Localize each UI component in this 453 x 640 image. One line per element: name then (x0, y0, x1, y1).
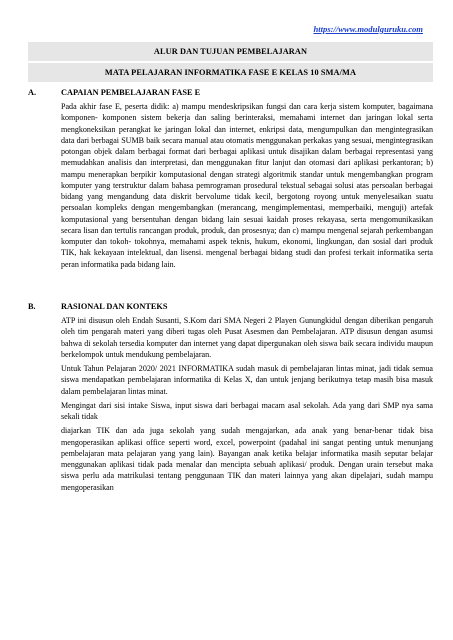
section-capaian-pembelajaran (28, 88, 433, 270)
paragraph: Pada akhir fase E, peserta didik: a) mampu mendeskripsikan fungsi dan cara kerja sistem komputer, bagaimana komponen- komponen sistem bekerja dan saling berinteraksi, memahami internet dan jaringan lokal serta mengkoneksikan perangkat ke jaringan lokal dan internet, enkripsi data, mengumpulkan dan mengintegrasikan data dari berbagai SUMB baik secara manual atau otomatis menggunakan perkakas yang sesuai, mengintegrasikan potongan objek dalam berbagai format dari berbagai aplikasi untuk disajikan dalam berbagai representasi yang memudahkan analisis dan interpretasi, dan menggunakan fitur lanjut dan otomasi dari aplikasi perkantoran; b) mampu menerapkan berpikir komputasional dengan strategi algoritmik standar untuk mengembangkan program komputer yang terstruktur dalam bahasa pemrograman prosedural tekstual sebagai solusi atas persoalan berbagai bidang yang mengandung data diskrit bervolume tidak kecil, bergotong royong untuk menyelesaikan suatu persoalan kompleks dengan mengembangkan (merancang, mengimplementasi, memperbaiki, menguji) artefak komputasional yang bersentuhan dengan bidang lain sesuai kaidah proses rekayasa, serta mengomunikasikan secara lisan dan tertulis rancangan produk, produk, dan prosesnya; dan c) mampu mengenal sejarah perkembangan komputer dan tokoh- tokohnya, memahami aspek teknis, hukum, ekonomi, lingkungan, dan sosial dari produk TIK, hak kekayaan intelektual, dan lisensi. mengenal berbagai bidang studi dan profesi terkait informatika serta peran informatika pada bidang lain. (61, 102, 433, 269)
section-body (61, 101, 433, 270)
document-title: ALUR DAN TUJUAN PEMBELAJARAN (28, 42, 433, 61)
paragraph: diajarkan TIK dan ada juga sekolah yang sudah mengajarkan, ada anak yang benar-benar tidak bisa mengoperasikan aplikasi office seperti word, excel, powerpoint (padahal ini sangat penting untuk menunjang pembelajaran mata pelajaran yang yang lain). Bayangan anak ketika belajar informatika masih seputar belajar menggunakan aplikasi tidak pada menalar dan mencipta sebuah aplikasi/ produk. Dengan urain tersebut maka siswa perlu ada matrikulasi tentang penggunaan TIK dan materi lainnya yang akan dipelajari, sudah mampu mengoperasikan (61, 426, 433, 492)
section-letter: B. (28, 302, 36, 311)
paragraph: Mengingat dari sisi intake Siswa, input siswa dari berbagai macam asal sekolah. Ada yang dari SMP nya sama sekali tidak (61, 400, 433, 421)
paragraph: Untuk Tahun Pelajaran 2020/ 2021 INFORMATIKA sudah masuk di pembelajaran lintas minat, jadi tidak semua siswa mendapatkan pembelajaran informatika di Kelas X, dan untuk jenjang berikutnya tetap masih bisa masuk dalam pembelajaran lintas minat. (61, 364, 433, 396)
section-heading (28, 302, 433, 311)
paragraph: ATP ini disusun oleh Endah Susanti, S.Kom dari SMA Negeri 2 Playen Gunungkidul dengan diberikan pengaruh oleh tim pengarah materi yang diberi tugas oleh Pusat Asesmen dan Pembelajaran. ATP disusun dengan asumsi bahwa di sekolah tersedia komputer dan internet yang dapat dipergunakan oleh siswa baik secara individu maupun berkelompok untuk mendukung pembelajaran. (61, 316, 433, 359)
section-rasional-konteks (28, 302, 433, 493)
section-heading-text: CAPAIAN PEMBELAJARAN FASE E (61, 88, 201, 97)
section-body (61, 315, 433, 493)
section-heading-text: RASIONAL DAN KONTEKS (61, 302, 168, 311)
document-subtitle: MATA PELAJARAN INFORMATIKA FASE E KELAS 10 SMA/MA (28, 63, 433, 82)
section-heading (28, 88, 433, 97)
section-letter: A. (28, 88, 37, 97)
website-link[interactable]: https://www.modulguruku.com (313, 24, 423, 34)
